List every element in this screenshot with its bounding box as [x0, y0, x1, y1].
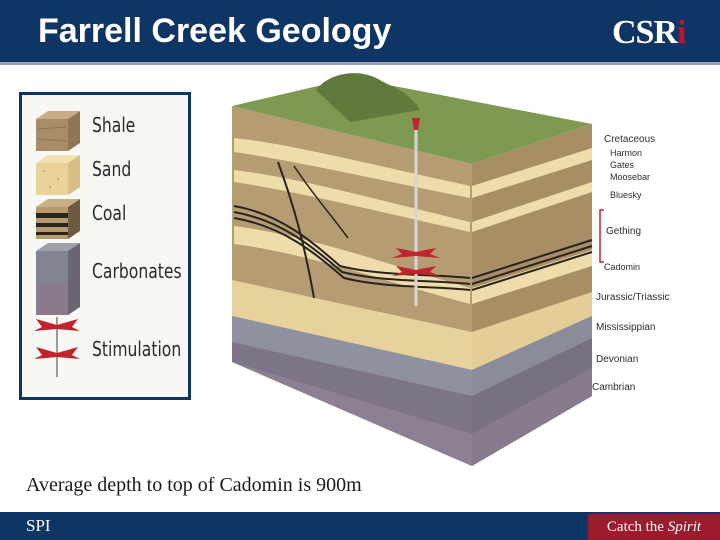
label-harmon: Harmon [610, 148, 643, 158]
sand-block-icon [32, 153, 82, 197]
legend-label-shale: Shale [92, 113, 136, 137]
footer-left-text: SPI [26, 516, 51, 535]
rock-type-legend [19, 92, 191, 400]
label-moosebar: Moosebar [610, 172, 651, 182]
tagline-em: Spirit [667, 519, 702, 535]
tagline-prefix: Catch the [606, 519, 668, 535]
coal-block-icon [32, 197, 82, 241]
caption: Average depth to top of Cadomin is 900m [26, 474, 362, 496]
geology-block-diagram [220, 66, 720, 474]
tagline-badge [588, 514, 720, 540]
legend-item-carbonates [32, 241, 82, 322]
label-gething: Gething [606, 226, 642, 237]
legend-item-coal [32, 197, 82, 246]
label-devonian: Devonian [596, 354, 639, 365]
csri-logo: CSRi [612, 14, 686, 51]
page-title: Farrell Creek Geology [38, 12, 392, 50]
carbonates-block-icon [32, 241, 82, 317]
label-jurassic-triassic: Jurassic/Triassic [596, 292, 670, 303]
legend-label-coal: Coal [92, 201, 127, 225]
legend-item-sand [32, 153, 82, 202]
stimulation-icon [32, 317, 82, 377]
legend-item-shale [32, 109, 82, 158]
label-cretaceous: Cretaceous [604, 134, 656, 145]
legend-label-carbonates: Carbonates [92, 259, 182, 283]
legend-label-sand: Sand [92, 157, 132, 181]
legend-item-stimulation [32, 317, 82, 382]
label-bluesky: Bluesky [610, 190, 642, 200]
label-gates: Gates [610, 160, 635, 170]
gething-bracket [600, 210, 604, 262]
label-cadomin: Cadomin [604, 262, 641, 272]
legend-label-stimulation: Stimulation [92, 337, 182, 361]
header-divider [0, 62, 720, 65]
label-cambrian: Cambrian [592, 382, 636, 393]
shale-block-icon [32, 109, 82, 153]
label-mississippian: Mississippian [596, 322, 656, 333]
